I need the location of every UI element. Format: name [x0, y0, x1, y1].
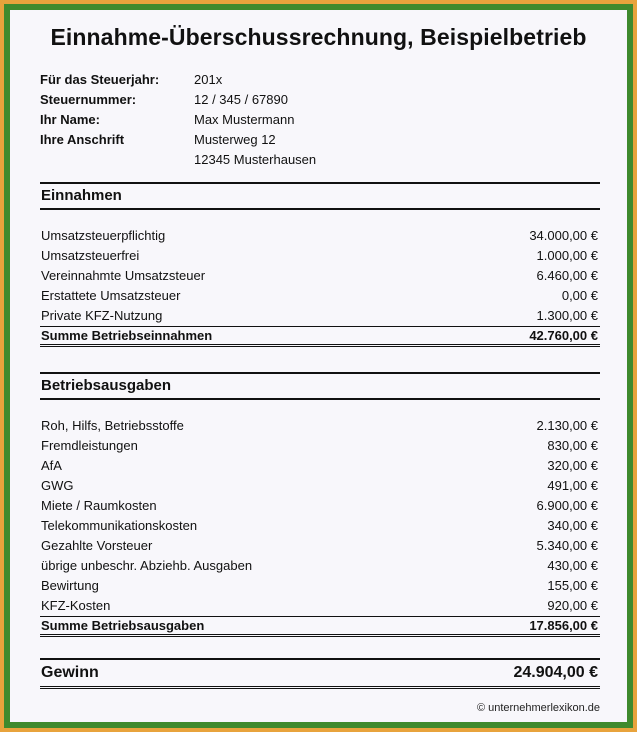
- info-row: [40, 110, 440, 130]
- taxpayer-info: [40, 70, 440, 170]
- line-item: [40, 536, 600, 556]
- sum-label: Summe Betriebseinnahmen: [41, 328, 213, 343]
- line-item-name: GWG: [41, 478, 74, 493]
- line-item-amount: 6.460,00 €: [536, 268, 598, 283]
- line-item-name: Umsatzsteuerfrei: [41, 248, 140, 263]
- line-item-amount: 155,00 €: [547, 578, 598, 593]
- info-row: [40, 70, 440, 90]
- line-item-name: Bewirtung: [41, 578, 99, 593]
- document-sheet: [10, 10, 627, 722]
- page-border: [4, 4, 633, 728]
- line-item: [40, 496, 600, 516]
- line-item-name: Fremdleistungen: [41, 438, 138, 453]
- einnahmen-list: [40, 226, 600, 326]
- info-value: 12 / 345 / 67890: [194, 92, 288, 107]
- info-label: Ihr Name:: [40, 112, 100, 127]
- line-item-amount: 830,00 €: [547, 438, 598, 453]
- line-item-name: Gezahlte Vorsteuer: [41, 538, 153, 553]
- info-label: Steuernummer:: [40, 92, 137, 107]
- sum-row: [40, 616, 600, 637]
- sum-row: [40, 326, 600, 347]
- line-item: [40, 246, 600, 266]
- line-item: [40, 306, 600, 326]
- sum-amount: 17.856,00 €: [529, 618, 598, 633]
- line-item: [40, 436, 600, 456]
- document-title: Einnahme-Überschussrechnung, Beispielbetrieb: [50, 24, 587, 50]
- line-item-name: Vereinnahmte Umsatzsteuer: [41, 268, 206, 283]
- gewinn-label: Gewinn: [41, 664, 99, 681]
- info-label: Ihre Anschrift: [40, 132, 125, 147]
- ausgaben-section: [40, 372, 600, 637]
- info-row: [40, 130, 440, 150]
- info-value: Musterweg 12: [194, 132, 276, 147]
- line-item: [40, 576, 600, 596]
- info-row: [40, 90, 440, 110]
- gewinn-row: [40, 658, 600, 689]
- line-item-amount: 2.130,00 €: [536, 418, 598, 433]
- line-item-amount: 430,00 €: [547, 558, 598, 573]
- line-item-amount: 5.340,00 €: [536, 538, 598, 553]
- line-item: [40, 286, 600, 306]
- line-item-amount: 1.000,00 €: [536, 248, 598, 263]
- copyright-text: © unternehmerlexikon.de: [476, 702, 600, 714]
- line-item-amount: 320,00 €: [547, 458, 598, 473]
- ausgaben-list: [40, 416, 600, 616]
- section-heading: Betriebsausgaben: [40, 372, 600, 400]
- line-item-amount: 1.300,00 €: [536, 308, 598, 323]
- line-item-amount: 0,00 €: [561, 288, 598, 303]
- line-item: [40, 556, 600, 576]
- line-item-name: KFZ-Kosten: [41, 598, 111, 613]
- line-item: [40, 416, 600, 436]
- line-item: [40, 516, 600, 536]
- line-item: [40, 476, 600, 496]
- line-item-name: Roh, Hilfs, Betriebsstoffe: [41, 418, 184, 433]
- info-value: Max Mustermann: [194, 112, 295, 127]
- line-item-name: Private KFZ-Nutzung: [41, 308, 163, 323]
- line-item-amount: 340,00 €: [547, 518, 598, 533]
- line-item-amount: 920,00 €: [547, 598, 598, 613]
- line-item-name: Erstattete Umsatzsteuer: [41, 288, 181, 303]
- line-item-name: übrige unbeschr. Abziehb. Ausgaben: [41, 558, 253, 573]
- sum-amount: 42.760,00 €: [529, 328, 598, 343]
- line-item-amount: 34.000,00 €: [529, 228, 598, 243]
- info-label: Für das Steuerjahr:: [40, 72, 160, 87]
- line-item-name: Miete / Raumkosten: [41, 498, 157, 513]
- section-heading: Einnahmen: [40, 182, 600, 210]
- line-item-name: AfA: [41, 458, 62, 473]
- einnahmen-section: [40, 182, 600, 347]
- line-item: [40, 456, 600, 476]
- info-value: 201x: [194, 72, 223, 87]
- line-item: [40, 226, 600, 246]
- line-item-amount: 6.900,00 €: [536, 498, 598, 513]
- info-row: [40, 150, 440, 170]
- sum-label: Summe Betriebsausgaben: [41, 618, 205, 633]
- line-item: [40, 596, 600, 616]
- line-item-name: Telekommunikationskosten: [41, 518, 198, 533]
- info-value: 12345 Musterhausen: [194, 152, 317, 167]
- line-item: [40, 266, 600, 286]
- line-item-name: Umsatzsteuerpflichtig: [41, 228, 166, 243]
- line-item-amount: 491,00 €: [547, 478, 598, 493]
- gewinn-amount: 24.904,00 €: [513, 664, 598, 681]
